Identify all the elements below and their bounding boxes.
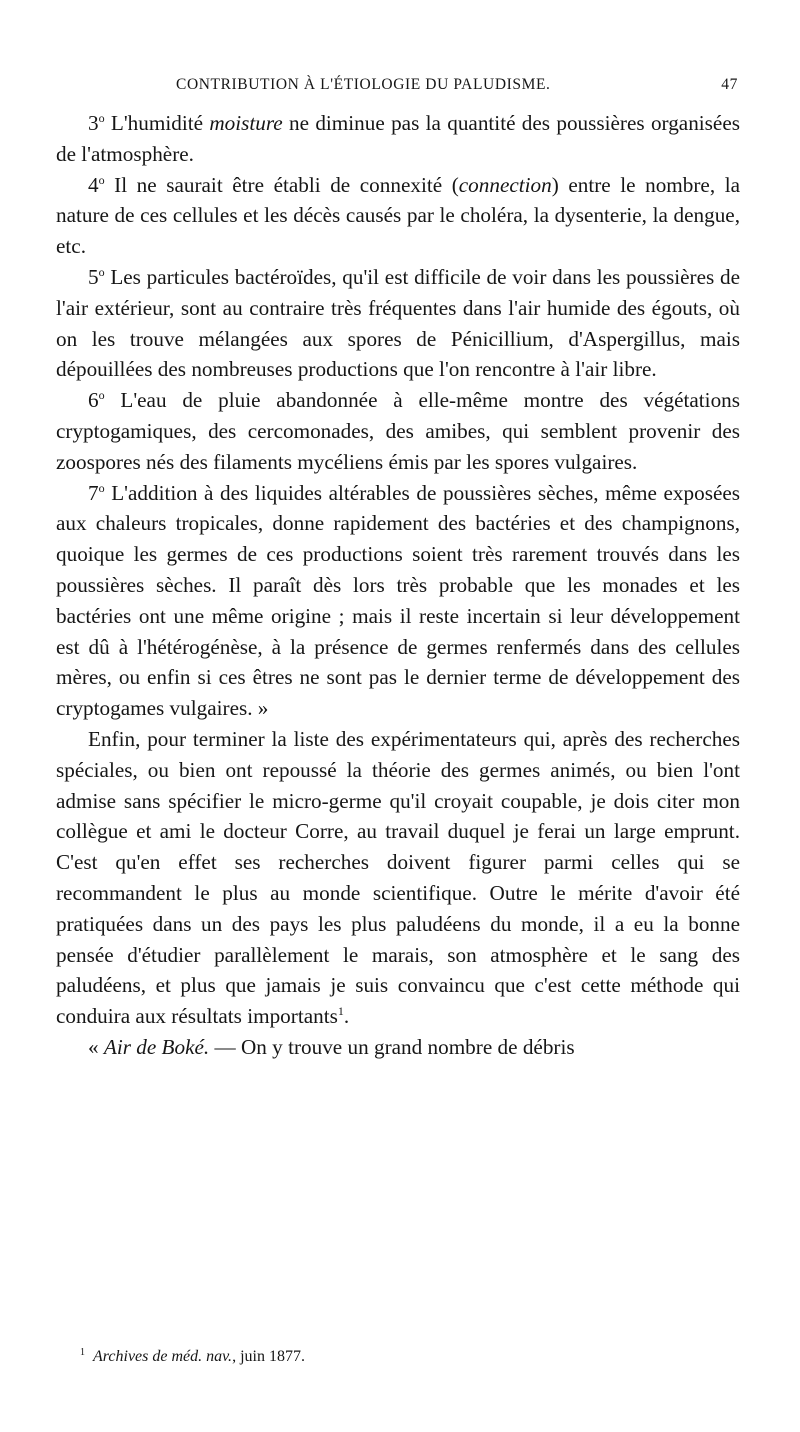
emphasis-term: connection [458,172,552,197]
degree-mark: o [98,172,105,187]
section-heading-inline: Air de Boké. [103,1034,210,1059]
item-number: 5 [88,264,99,289]
item-number: 3 [88,111,99,135]
degree-mark: o [98,111,105,125]
paragraph-text: . [343,1004,350,1029]
footnote-reference: 1 [337,1004,344,1019]
paragraph-text: Les particules bactéroïdes, qu'il est difficile de voir dans les poussières de l'air extérieur, sont au contraire très fréquentes dans l'air humide des égouts, où on les trouve mélangées aux spores de Pénicillium, d'Aspergillus, mais dépouillées des nombreuses productions que l'on rencontre à l'air libre. [56,264,740,382]
body-text [56,108,740,1063]
page-number: 47 [721,76,738,93]
item-number: 4 [88,172,99,197]
footnote-mark: 1 [80,1347,85,1358]
running-header [176,76,738,102]
degree-mark: o [98,264,105,279]
running-title: CONTRIBUTION À L'ÉTIOLOGIE DU PALUDISME. [176,76,551,93]
paragraph-6 [56,385,740,477]
opening-guillemet: « [88,1034,104,1059]
footnote-text: , juin 1877. [232,1348,305,1365]
item-number: 7 [88,480,99,505]
paragraph-text: L'addition à des liquides altérables de poussières sèches, même exposées aux chaleurs tropicales, donne rapidement des bactéries et des champignons, quoique les germes de ces productions soient très rarement trouvés dans les poussières sèches. Il paraît dès lors très probable que les monades et les bactéries ont une même origine ; mais il reste incertain si leur développement est dû à l'hétérogénèse, à la présence de germes renfermés dans des cellules mères, ou enfin si ces êtres ne sont pas le dernier terme de développement des cryptogames vulgaires. » [56,480,740,721]
paragraph-text: Enfin, pour terminer la liste des expérimentateurs qui, après des recherches spéciales, ou bien ont repoussé la théorie des germes animés, ou bien l'ont admise sans spécifier le micro-germe qu'il croyait coupable, je dois citer mon collègue et ami le docteur Corre, au travail duquel je ferai un large emprunt. C'est qu'en effet ses recherches doivent figurer parmi celles qui se recommandent le plus au monde scientifique. Outre le mérite d'avoir été pratiquées dans un des pays les plus paludéens du monde, il a eu la bonne pensée d'étudier parallèlement le marais, son atmosphère et le sang des paludéens, et plus que jamais je suis convaincu que c'est cette méthode qui conduira aux résultats importants [56,726,740,1029]
paragraph-3 [56,108,740,170]
paragraph-text: Il ne saurait être établi de connexité ( [104,172,459,197]
paragraph-text: — On y trouve un grand nombre de débris [209,1034,575,1059]
paragraph-text: L'eau de pluie abandonnée à elle-même montre des végétations cryptogamiques, des cercomonades, des amibes, qui semblent provenir des zoospores nés des filaments mycéliens émis par les spores vulgaires. [56,388,740,474]
footnote-source: Archives de méd. nav. [93,1348,233,1365]
paragraph-text: L'humidité [104,111,210,135]
paragraph-8 [56,724,740,1032]
paragraph-text: ) entre le nombre, la nature de ces cellules et les décès causés par le choléra, la dysenterie, la dengue, etc. [56,172,740,259]
item-number: 6 [88,388,99,413]
paragraph-7 [56,478,740,724]
emphasis-term: moisture [209,111,283,135]
degree-mark: o [98,388,105,403]
paragraph-5 [56,262,740,385]
paragraph-4 [56,170,740,262]
paragraph-text: ne diminue pas la quantité des poussières organisées de l'atmosphère. [56,111,740,166]
degree-mark: o [98,480,105,495]
paragraph-9 [56,1032,740,1063]
footnote [80,1346,740,1368]
